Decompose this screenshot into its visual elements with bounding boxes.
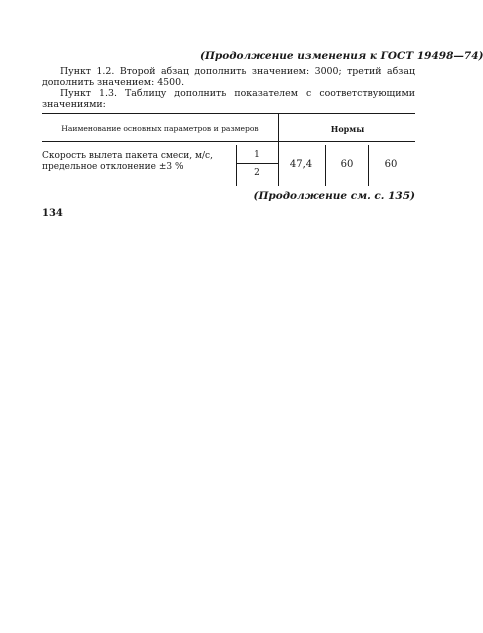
value-norm-2: 60 <box>340 159 354 170</box>
sub-row-1-label: 1 <box>254 150 260 160</box>
sub-column-right-rule <box>278 141 279 186</box>
paragraph-item-1-3: Пункт 1.3. Таблицу дополнить показателем с соответствующими значениями: <box>42 88 415 110</box>
paragraph-item-1-2: Пункт 1.2. Второй абзац дополнить значением: 3000; третий абзац дополнить значением: 4500. <box>42 66 415 88</box>
value-norm-1: 47,4 <box>289 159 313 170</box>
value-norm-3: 60 <box>384 159 398 170</box>
continuation-header: (Продолжение изменения к ГОСТ 19498—74) <box>200 50 483 62</box>
column-header-norms: Нормы <box>330 124 365 134</box>
page-number: 134 <box>42 208 63 219</box>
table-header-divider <box>278 113 279 141</box>
row-label-ejection-speed: Скорость вылета пакета смеси, м/с, предельное отклонение ±3 % <box>42 151 213 172</box>
value-column-rule-2 <box>368 145 369 186</box>
table-header-rule <box>42 141 415 142</box>
value-column-rule-1 <box>325 145 326 186</box>
table-top-rule <box>42 113 415 114</box>
sub-row-divider <box>236 163 278 164</box>
continuation-footer: (Продолжение см. с. 135) <box>253 190 415 202</box>
sub-row-2-label: 2 <box>254 168 260 178</box>
column-header-parameters: Наименование основных параметров и размеров <box>61 124 259 133</box>
